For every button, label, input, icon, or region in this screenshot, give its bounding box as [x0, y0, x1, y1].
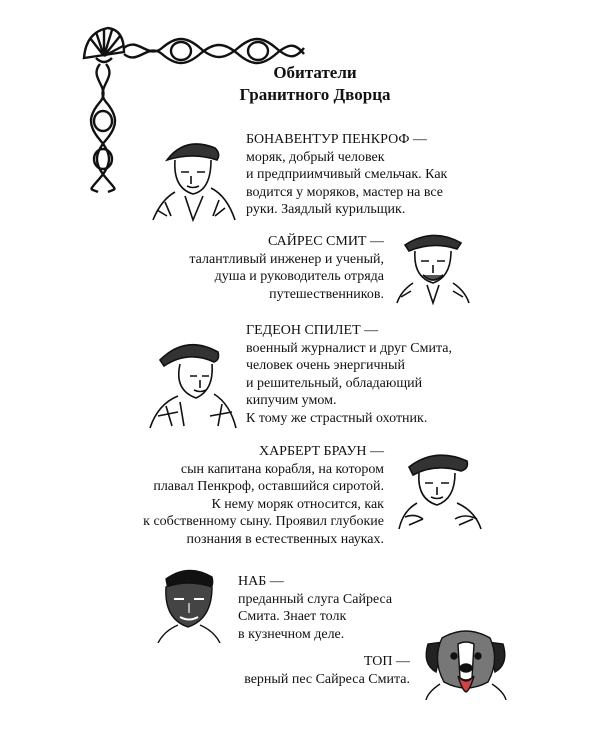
entry-nab [238, 573, 392, 643]
page-title [210, 62, 420, 106]
description-line: познания в естественных науках. [186, 531, 384, 547]
entry-cyrus-smith [189, 233, 384, 303]
description-line: Смита. Знает толк [238, 609, 347, 624]
description-line: путешественников. [269, 286, 384, 302]
description-line: водится у моряков, мастер на все [246, 184, 444, 200]
description-line: в кузнечном деле. [238, 626, 345, 642]
description-line: талантливый инженер и ученый, [189, 251, 384, 267]
character-name: САЙРЕС СМИТ — [268, 234, 384, 249]
description-line: К нему моряк относится, как [211, 496, 384, 512]
description-line: военный журналист и друг Смита, [246, 340, 452, 356]
character-name: НАБ — [238, 574, 284, 589]
entry-gideon-spilett [246, 322, 452, 427]
character-name: ХАРБЕРТ БРАУН — [258, 444, 384, 459]
description-line: моряк, добрый человек [246, 149, 385, 165]
pencroff-portrait [145, 130, 240, 222]
herbert-brown-portrait [395, 445, 485, 530]
description-line: К тому же страстный охотник. [246, 410, 428, 426]
description-line: человек очень энергичный [246, 358, 405, 373]
description-line: верный пес Сайреса Смита. [244, 671, 410, 687]
entry-pencroff [246, 131, 447, 219]
description-line: плавал Пенкроф, оставшийся сиротой. [153, 479, 384, 494]
description-line: руки. Заядлый курильщик. [246, 202, 406, 217]
description-line: преданный слуга Сайреса [238, 591, 393, 607]
entry-top [244, 653, 410, 688]
top-dog-portrait [418, 620, 513, 700]
character-name: ГЕДЕОН СПИЛЕТ — [246, 323, 379, 338]
character-name: БОНАВЕНТУР ПЕНКРОФ — [246, 132, 427, 147]
description-line: и решительный, обладающий [246, 375, 423, 391]
gideon-spilett-portrait [140, 330, 240, 430]
description-line: и предприимчивый смельчак. Как [246, 167, 448, 182]
entry-herbert-brown [143, 443, 384, 548]
title-line-2: Гранитного Дворца [239, 85, 391, 104]
title-line-1: Обитатели [273, 63, 357, 82]
description-line: кипучим умом. [246, 393, 337, 408]
description-line: к собственному сыну. Проявил глубокие [143, 514, 384, 529]
description-line: сын капитана корабля, на котором [180, 461, 384, 477]
description-line: душа и руководитель отряда [214, 269, 384, 284]
cyrus-smith-portrait [393, 225, 473, 305]
character-name: ТОП — [363, 654, 410, 669]
nab-portrait [152, 563, 227, 643]
